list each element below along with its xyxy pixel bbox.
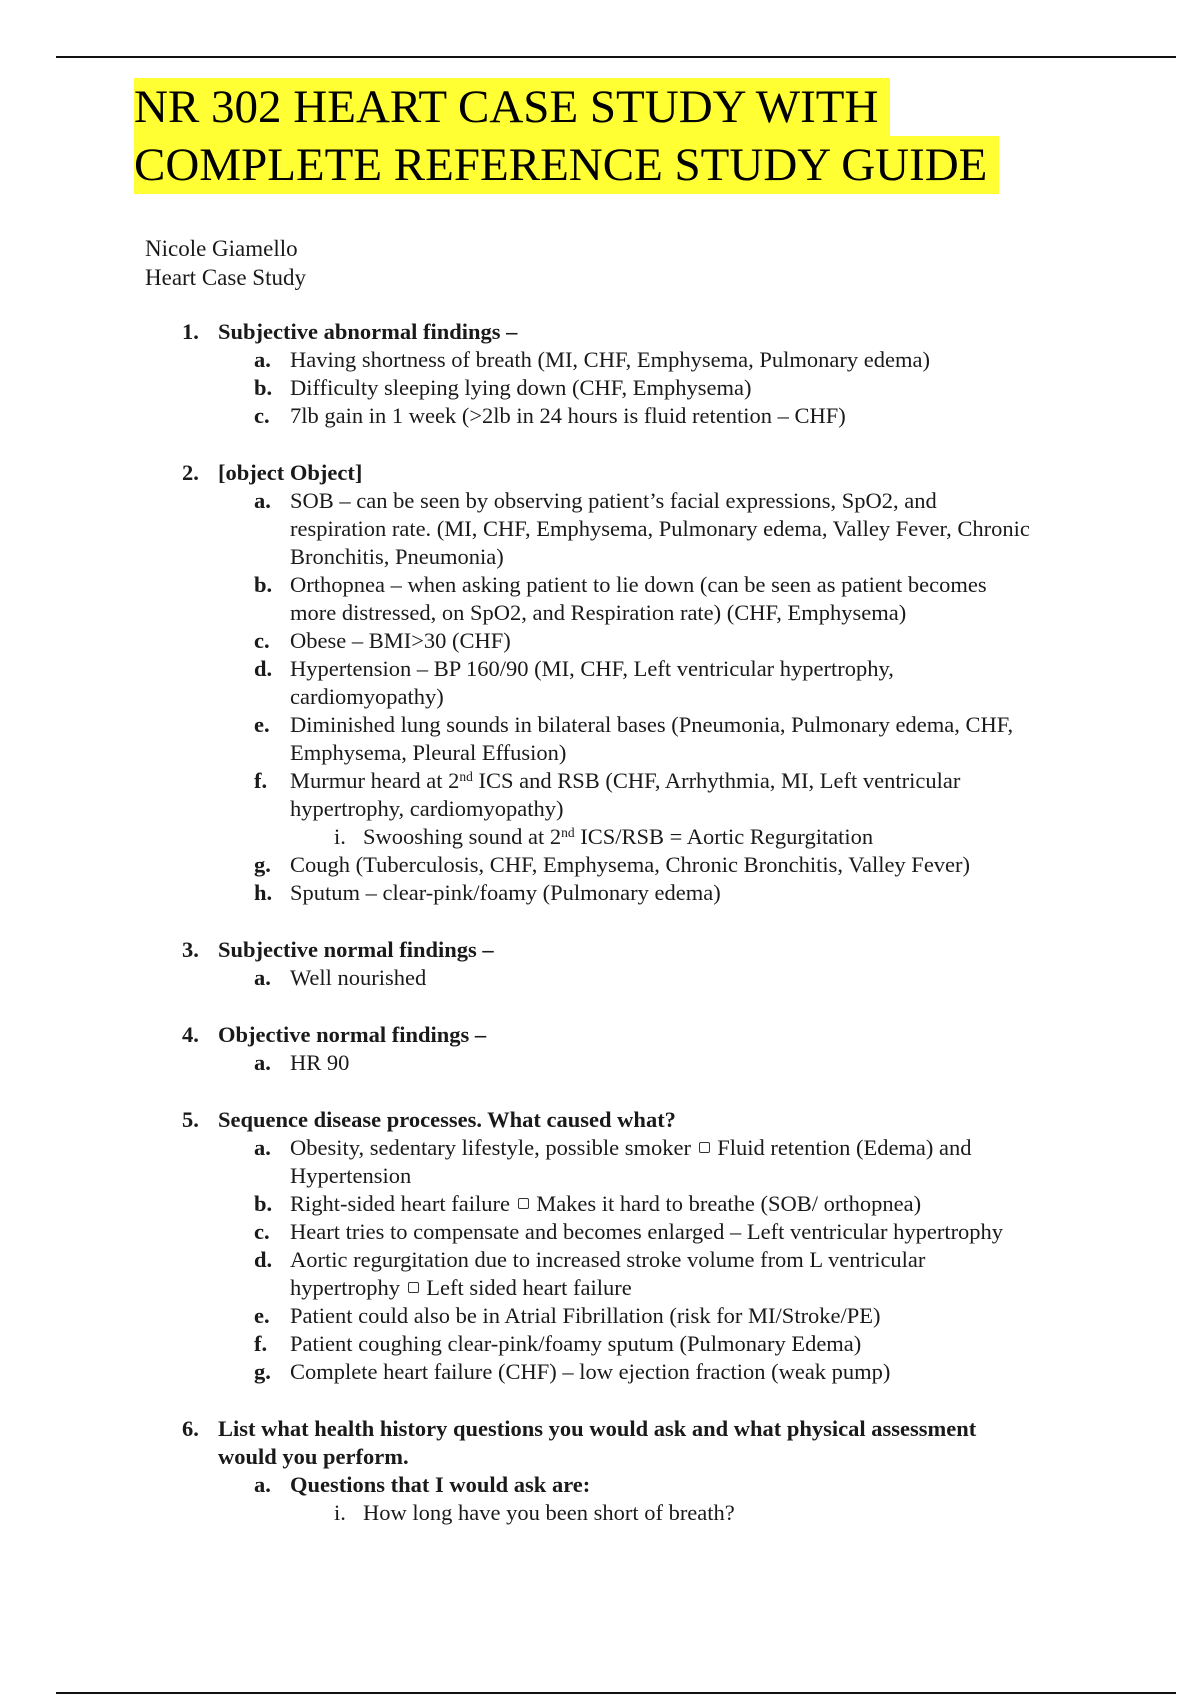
- sub-list-item: i. How long have you been short of breath?: [334, 1500, 735, 1525]
- list-item: a. Well nourished: [254, 965, 427, 990]
- list-item: a. Questions that I would ask are:: [254, 1472, 591, 1497]
- top-rule: [56, 56, 1176, 58]
- section-2: [0, 459, 1200, 907]
- list-item: d. Aortic regurgitation due to increased stroke volume from L ventricular: [254, 1247, 926, 1272]
- list-item-continuation: more distressed, on SpO2, and Respiration rate) (CHF, Emphysema): [290, 600, 907, 625]
- document-title: [134, 78, 999, 194]
- arrow-icon: [408, 1282, 419, 1293]
- title-line-2: COMPLETE REFERENCE STUDY GUIDE: [134, 136, 999, 194]
- section-heading: 4. Objective normal findings –: [182, 1022, 487, 1047]
- section-1: [0, 318, 1200, 430]
- list-item-continuation: hypertrophy, cardiomyopathy): [290, 796, 564, 821]
- list-item-continuation: Emphysema, Pleural Effusion): [290, 740, 567, 765]
- list-item: g. Complete heart failure (CHF) – low ejection fraction (weak pump): [254, 1359, 891, 1384]
- list-item: f. Murmur heard at 2nd ICS and RSB (CHF, Arrhythmia, MI, Left ventricular: [254, 768, 961, 793]
- list-item-continuation: cardiomyopathy): [290, 684, 444, 709]
- list-item: c. Heart tries to compensate and becomes enlarged – Left ventricular hypertrophy: [254, 1219, 1004, 1244]
- list-item: b. Difficulty sleeping lying down (CHF, Emphysema): [254, 375, 752, 400]
- list-item: h. Sputum – clear-pink/foamy (Pulmonary edema): [254, 880, 721, 905]
- section-5: [0, 1106, 1200, 1386]
- list-item: g. Cough (Tuberculosis, CHF, Emphysema, Chronic Bronchitis, Valley Fever): [254, 852, 971, 877]
- title-line-1: NR 302 HEART CASE STUDY WITH: [134, 78, 890, 136]
- list-item: c. 7lb gain in 1 week (>2lb in 24 hours is fluid retention – CHF): [254, 403, 846, 428]
- section-heading: 6. List what health history questions you would ask and what physical assessment: [182, 1416, 977, 1441]
- list-item-continuation: Hypertension: [290, 1163, 412, 1188]
- doc-subtitle: Heart Case Study: [145, 265, 306, 290]
- list-item-continuation: respiration rate. (MI, CHF, Emphysema, Pulmonary edema, Valley Fever, Chronic: [290, 516, 1030, 541]
- list-item: b. Right-sided heart failure Makes it hard to breathe (SOB/ orthopnea): [254, 1191, 922, 1216]
- list-item: a. Having shortness of breath (MI, CHF, Emphysema, Pulmonary edema): [254, 347, 930, 372]
- section-4: [0, 1021, 1200, 1077]
- section-heading: 1. Subjective abnormal findings –: [182, 319, 518, 344]
- document-body: [0, 318, 1200, 1556]
- section-heading: 2. [object Object]: [182, 460, 363, 485]
- list-item: e. Patient could also be in Atrial Fibrillation (risk for MI/Stroke/PE): [254, 1303, 881, 1328]
- list-item: a. SOB – can be seen by observing patient’s facial expressions, SpO2, and: [254, 488, 937, 513]
- list-item: c. Obese – BMI>30 (CHF): [254, 628, 511, 653]
- list-item: a. HR 90: [254, 1050, 350, 1075]
- list-item: d. Hypertension – BP 160/90 (MI, CHF, Left ventricular hypertrophy,: [254, 656, 894, 681]
- list-item: f. Patient coughing clear-pink/foamy sputum (Pulmonary Edema): [254, 1331, 862, 1356]
- list-item: e. Diminished lung sounds in bilateral bases (Pneumonia, Pulmonary edema, CHF,: [254, 712, 1014, 737]
- list-item-continuation: Bronchitis, Pneumonia): [290, 544, 504, 569]
- section-heading: 3. Subjective normal findings –: [182, 937, 494, 962]
- author-block: [145, 234, 306, 292]
- list-item: b. Orthopnea – when asking patient to lie down (can be seen as patient becomes: [254, 572, 987, 597]
- section-3: [0, 936, 1200, 992]
- bottom-rule: [56, 1692, 1176, 1694]
- list-item-continuation: hypertrophy Left sided heart failure: [290, 1275, 632, 1300]
- section-6: [0, 1415, 1200, 1527]
- list-item: a. Obesity, sedentary lifestyle, possible smoker Fluid retention (Edema) and: [254, 1135, 972, 1160]
- section-heading: 5. Sequence disease processes. What caused what?: [182, 1107, 676, 1132]
- arrow-icon: [518, 1198, 529, 1209]
- sub-list-item: i. Swooshing sound at 2nd ICS/RSB = Aortic Regurgitation: [334, 824, 874, 849]
- arrow-icon: [699, 1142, 710, 1153]
- section-heading-continuation: would you perform.: [218, 1444, 409, 1469]
- author-name: Nicole Giamello: [145, 236, 298, 261]
